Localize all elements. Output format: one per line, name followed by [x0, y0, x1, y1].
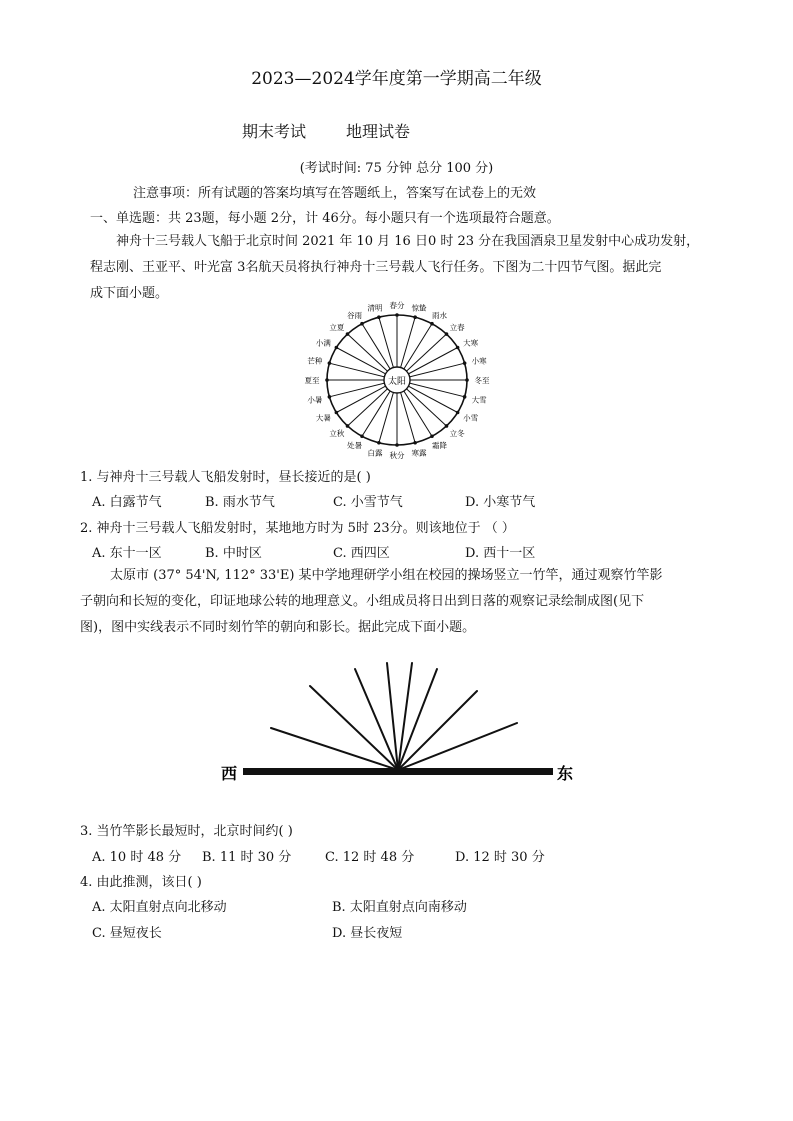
q2-option-c[interactable]: C. 西四区 — [333, 546, 390, 561]
term-label: 寒露 — [411, 448, 427, 458]
solar-terms-diagram — [295, 300, 495, 460]
term-point — [328, 395, 332, 399]
section-heading: 一、单选题：共 23题，每小题 2分，计 46分。每小题只有一个选项最符合题意。 — [90, 211, 560, 226]
term-label: 小暑 — [307, 395, 323, 405]
shadow-line — [355, 669, 398, 770]
subject-name: 地理试卷 — [346, 122, 411, 141]
term-point — [360, 434, 364, 438]
q3-option-a[interactable]: A. 10 时 48 分 — [92, 850, 182, 865]
q4-option-c[interactable]: C. 昼短夜长 — [92, 926, 162, 941]
term-label: 立冬 — [449, 429, 465, 439]
shadow-line — [310, 686, 398, 770]
term-point — [430, 322, 434, 326]
exam-subtitle — [242, 119, 410, 142]
term-point — [377, 441, 381, 445]
shadow-line — [271, 728, 398, 770]
term-label: 处暑 — [347, 440, 362, 450]
term-point — [346, 424, 350, 428]
term-label: 小雪 — [463, 413, 479, 423]
term-point — [377, 315, 381, 319]
q1-option-d[interactable]: D. 小寒节气 — [465, 495, 536, 510]
q4-option-b[interactable]: B. 太阳直射点向南移动 — [332, 900, 467, 915]
ground-line — [243, 768, 553, 775]
term-point — [346, 332, 350, 336]
term-point — [413, 441, 417, 445]
term-label: 夏至 — [304, 376, 320, 385]
q4-option-a[interactable]: A. 太阳直射点向北移动 — [92, 900, 227, 915]
term-point — [463, 361, 467, 365]
term-label: 立夏 — [329, 322, 345, 332]
term-label: 白露 — [367, 448, 383, 458]
term-point — [463, 395, 467, 399]
term-point — [395, 313, 399, 317]
q2-option-d[interactable]: D. 西十一区 — [465, 546, 536, 561]
term-label: 秋分 — [389, 451, 405, 460]
passage-line: 太原市 (37° 54'N, 112° 33'E) 某中学地理研学小组在校园的操场竖立一竹竿，通过观察竹竿影 — [110, 568, 663, 583]
exam-name: 期末考试 — [242, 122, 307, 141]
term-point — [445, 332, 449, 336]
shadow-line — [387, 663, 398, 770]
passage-line: 成下面小题。 — [90, 286, 169, 301]
term-point — [328, 361, 332, 365]
q4-option-d[interactable]: D. 昼长夜短 — [332, 926, 403, 941]
term-point — [413, 315, 417, 319]
passage-line: 图)，图中实线表示不同时刻竹竿的朝向和影长。据此完成下面小题。 — [80, 620, 476, 635]
term-label: 谷雨 — [347, 311, 362, 321]
east-label: 东 — [557, 764, 574, 783]
passage-line: 子朝向和长短的变化，印证地球公转的地理意义。小组成员将日出到日落的观察记录绘制成图(见下 — [80, 594, 645, 609]
q2-option-b[interactable]: B. 中时区 — [205, 546, 262, 561]
shadow-line — [398, 691, 477, 770]
term-label: 大暑 — [315, 413, 331, 423]
term-label: 冬至 — [474, 376, 490, 385]
sun-label: 太阳 — [387, 377, 407, 387]
q3-option-b[interactable]: B. 11 时 30 分 — [202, 850, 292, 865]
q3-option-c[interactable]: C. 12 时 48 分 — [325, 850, 415, 865]
term-label: 芒种 — [307, 356, 323, 366]
q1-option-a[interactable]: A. 白露节气 — [92, 495, 162, 510]
passage-1 — [90, 229, 790, 307]
passage-line: 神舟十三号载人飞船于北京时间 2021 年 10 月 16 日0 时 23 分在我国酒泉卫星发射中心成功发射， — [116, 234, 700, 249]
question-1: 1. 与神舟十三号载人飞船发射时，昼长接近的是( ) — [80, 470, 371, 485]
term-point — [430, 434, 434, 438]
term-label: 小满 — [315, 338, 331, 348]
west-label: 西 — [221, 764, 238, 783]
q3-option-d[interactable]: D. 12 时 30 分 — [455, 850, 545, 865]
term-label: 大寒 — [463, 338, 479, 348]
term-point — [465, 378, 469, 382]
term-label: 立秋 — [329, 429, 345, 439]
question-3: 3. 当竹竿影长最短时，北京时间约( ) — [80, 824, 293, 839]
term-label: 清明 — [367, 303, 383, 313]
term-label: 雨水 — [432, 311, 447, 321]
q2-option-a[interactable]: A. 东十一区 — [92, 546, 162, 561]
exam-info: (考试时间: 75 分钟 总分 100 分) — [299, 161, 494, 176]
term-point — [335, 411, 339, 415]
shadow-figure — [215, 655, 585, 790]
shadow-line — [398, 723, 517, 770]
term-label: 惊蛰 — [411, 303, 427, 313]
term-point — [445, 424, 449, 428]
exam-notice: 注意事项：所有试题的答案均填写在答题纸上，答案写在试卷上的无效 — [133, 186, 537, 201]
term-label: 立春 — [449, 322, 465, 332]
term-label: 大雪 — [471, 395, 487, 405]
question-4: 4. 由此推测，该日( ) — [80, 875, 202, 890]
term-point — [325, 378, 329, 382]
term-point — [456, 346, 460, 350]
q1-option-c[interactable]: C. 小雪节气 — [333, 495, 403, 510]
passage-line: 程志刚、王亚平、叶光富 3名航天员将执行神舟十三号载人飞行任务。下图为二十四节气图。据此完 — [90, 260, 662, 275]
term-point — [335, 346, 339, 350]
question-2: 2. 神舟十三号载人飞船发射时，某地地方时为 5时 23分。则该地位于 （ ） — [80, 521, 515, 536]
term-label: 春分 — [389, 301, 405, 310]
term-point — [360, 322, 364, 326]
term-label: 霜降 — [432, 440, 447, 450]
exam-title: 2023—2024学年度第一学期高二年级 — [251, 69, 542, 89]
q1-option-b[interactable]: B. 雨水节气 — [205, 495, 275, 510]
term-point — [456, 411, 460, 415]
passage-2 — [80, 563, 790, 641]
term-point — [395, 443, 399, 447]
term-label: 小寒 — [471, 356, 487, 366]
